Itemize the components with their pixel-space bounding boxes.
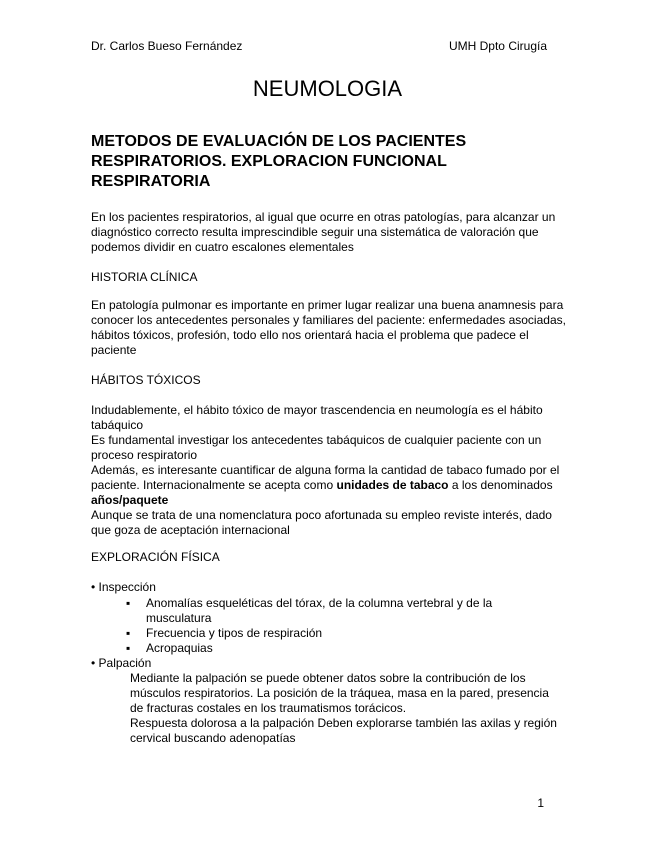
- habitos-p3-text-c: a los denominados: [448, 478, 553, 492]
- header-author: Dr. Carlos Bueso Fernández: [91, 39, 243, 53]
- bullet-inspeccion: • Inspección: [91, 580, 156, 594]
- palpacion-paragraph-1: Mediante la palpación se puede obtener datos sobre la contribución de los músculos respiratorios. La posición de la tráquea, masa en la pared, presencia de fracturas costales en los traumatismos torácicos.: [130, 671, 549, 715]
- section-heading-habitos: HÁBITOS TÓXICOS: [91, 373, 201, 387]
- historia-paragraph: En patología pulmonar es importante en primer lugar realizar una buena anamnesis para conocer los antecedentes personales y familiares del paciente: enfermedades asociadas, hábitos tóxicos, profesión, todo ello nos orientará hacia el problema que padece el paciente: [91, 298, 566, 357]
- habitos-p3-bold-anos: años/paquete: [91, 493, 169, 507]
- document-subtitle: METODOS DE EVALUACIÓN DE LOS PACIENTES RESPIRATORIOS. EXPLORACION FUNCIONAL RESPIRATORIA: [91, 133, 467, 190]
- section-heading-historia: HISTORIA CLÍNICA: [91, 270, 198, 284]
- bullet-palpacion: • Palpación: [91, 656, 152, 670]
- list-item: [126, 596, 556, 626]
- bullet-marker: ▪: [126, 641, 131, 655]
- habitos-paragraph-1: Indudablemente, el hábito tóxico de mayor trascendencia en neumología es el hábito tabáquico: [91, 403, 543, 432]
- list-item-text: Acropaquias: [146, 641, 213, 655]
- habitos-p3-text-a: Además, es interesante cuantificar de alguna forma la cantidad de tabaco fumado por el paciente. Internacionalmente se acepta como: [91, 463, 560, 492]
- habitos-paragraph-3: [91, 463, 566, 508]
- header-department: UMH Dpto Cirugía: [448, 39, 547, 53]
- list-item: [126, 626, 556, 641]
- habitos-paragraph-2: Es fundamental investigar los antecedentes tabáquicos de cualquier paciente con un proceso respiratorio: [91, 433, 542, 462]
- palpacion-paragraph-2: Respuesta dolorosa a la palpación Deben explorarse también las axilas y región cervical buscando adenopatías: [130, 716, 557, 745]
- document-title: NEUMOLOGIA: [252, 76, 403, 101]
- list-item: [126, 641, 556, 656]
- habitos-p3-bold-unidades: unidades de tabaco: [336, 478, 449, 492]
- habitos-paragraph-4: Aunque se trata de una nomenclatura poco afortunada su empleo reviste interés, dado que goza de aceptación internacional: [91, 508, 552, 537]
- bullet-marker: ▪: [126, 596, 131, 610]
- habitos-block: [91, 403, 566, 538]
- intro-paragraph: En los pacientes respiratorios, al igual que ocurre en otras patologías, para alcanzar un diagnóstico correcto resulta imprescindible seguir una sistemática de valoración que podemos dividir en cuatro escalones elementales: [91, 210, 556, 254]
- bullet-marker: ▪: [126, 626, 131, 640]
- page-number: 1: [537, 796, 544, 810]
- list-item-text: Anomalías esqueléticas del tórax, de la columna vertebral y de la musculatura: [146, 596, 493, 625]
- section-heading-exploracion: EXPLORACIÓN FÍSICA: [91, 550, 220, 564]
- palpacion-block: [130, 671, 560, 746]
- list-item-text: Frecuencia y tipos de respiración: [146, 626, 323, 640]
